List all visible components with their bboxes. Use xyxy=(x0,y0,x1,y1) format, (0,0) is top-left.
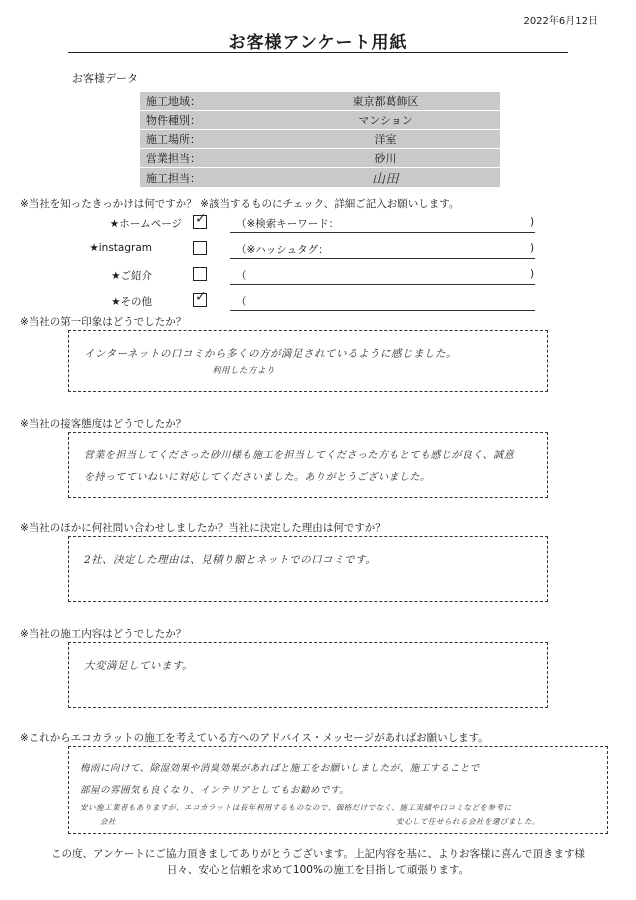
keyword-underline xyxy=(230,232,535,233)
close-paren: ) xyxy=(530,268,535,280)
info-value: 東京都葛飾区 xyxy=(271,92,500,111)
option-referral-label: ★ご紹介 xyxy=(111,270,152,282)
q1-question-text: ※当社を知ったきっかけは何ですか？ xyxy=(20,198,197,210)
info-label: 施工地域： xyxy=(140,92,271,111)
q3-question: ※当社の接客態度はどうでしたか？ xyxy=(20,418,187,430)
info-label: 施工担当： xyxy=(140,168,271,188)
customer-info-table xyxy=(140,92,500,188)
info-value: 砂川 xyxy=(271,149,500,168)
info-row-sales xyxy=(140,149,500,168)
q6-answer-line: 部屋の雰囲気も良くなり、インテリアとしてもお勧めです。 xyxy=(80,785,350,796)
info-label: 物件種別： xyxy=(140,111,271,130)
q5-answer-line: 大変満足しています。 xyxy=(84,660,194,672)
info-label: 施工場所： xyxy=(140,130,271,149)
info-label: 営業担当： xyxy=(140,149,271,168)
footer-line: この度、アンケートにご協力頂きましてありがとうございます。上記内容を基に、よりお客様に喜んで頂きます様 xyxy=(50,848,586,860)
survey-date: 2022年6月12日 xyxy=(523,16,598,27)
info-value: マンション xyxy=(271,111,500,130)
checkbox-homepage[interactable] xyxy=(193,211,207,229)
q6-answer-line: 梅雨に向けて、除湿効果や消臭効果があればと施工をお願いしましたが、施工することで xyxy=(80,763,480,774)
hashtag-underline xyxy=(230,258,535,259)
q4-question: ※当社のほかに何社問い合わせしましたか？当社に決定した理由は何ですか？ xyxy=(20,522,386,534)
close-paren: ) xyxy=(530,242,535,254)
checkmark-icon: ✓ xyxy=(195,289,207,305)
q4-answer-box xyxy=(68,536,548,602)
info-value-handwritten: 山田 xyxy=(271,168,500,188)
customer-data-label: お客様データ xyxy=(72,72,138,85)
q2-answer-box xyxy=(68,330,548,392)
q2-answer-line: インターネットの口コミから多くの方が満足されているように感じました。 xyxy=(84,348,458,360)
hashtag-label: （※ハッシュタグ： xyxy=(236,244,329,256)
q6-question: ※これからエコカラットの施工を考えている方へのアドバイス・メッセージがあればお願いします。 xyxy=(20,732,489,744)
checkbox-instagram[interactable] xyxy=(193,241,207,255)
q4-answer-line: 2社、決定した理由は、見積り額とネットでの口コミです。 xyxy=(84,554,377,566)
q1-question xyxy=(20,196,459,211)
q3-answer-line: 営業を担当してくださった砂川様も施工を担当してくださった方もとても感じが良く、誠意 xyxy=(84,450,515,461)
option-other-label: ★その他 xyxy=(111,296,152,308)
checkbox-referral[interactable] xyxy=(193,267,207,281)
q3-answer-box xyxy=(68,432,548,498)
q2-answer-line: 利用した方より xyxy=(212,366,276,376)
close-paren: ) xyxy=(530,216,535,228)
info-row-area xyxy=(140,92,500,111)
other-detail-label: （ xyxy=(236,296,247,308)
footer-line: 日々、安心と信頼を求めて100%の施工を目指して頑張ります。 xyxy=(166,864,470,876)
page-title: お客様アンケート用紙 xyxy=(228,33,408,53)
option-instagram-label: ★instagram xyxy=(89,242,152,254)
checkmark-icon: ✓ xyxy=(195,211,207,227)
checkbox-other[interactable] xyxy=(193,289,207,307)
q6-answer-line: 会社 安心して任せられる会社を選びました。 xyxy=(100,817,540,826)
info-row-installer xyxy=(140,168,500,188)
referral-underline xyxy=(230,284,535,285)
info-row-place xyxy=(140,130,500,149)
referral-detail-label: （ xyxy=(236,270,247,282)
option-homepage-label: ★ホームページ xyxy=(109,218,182,230)
info-value: 洋室 xyxy=(271,130,500,149)
q2-question: ※当社の第一印象はどうでしたか？ xyxy=(20,316,187,328)
q3-answer-line: を持ってていねいに対応してくださいました。ありがとうございました。 xyxy=(84,472,431,483)
title-underline xyxy=(68,52,568,53)
search-keyword-label: （※検索キーワード： xyxy=(236,218,340,230)
q5-question: ※当社の施工内容はどうでしたか？ xyxy=(20,628,187,640)
q6-answer-line: 安い施工業者もありますが、エコカラットは長年利用するものなので、価格だけでなく、施工実績や口コミなどを参考に xyxy=(80,803,512,812)
info-row-property xyxy=(140,111,500,130)
q1-note-text: ※該当するものにチェック、詳細ご記入お願いします。 xyxy=(200,198,460,210)
q5-answer-box xyxy=(68,642,548,708)
other-underline xyxy=(230,310,535,311)
